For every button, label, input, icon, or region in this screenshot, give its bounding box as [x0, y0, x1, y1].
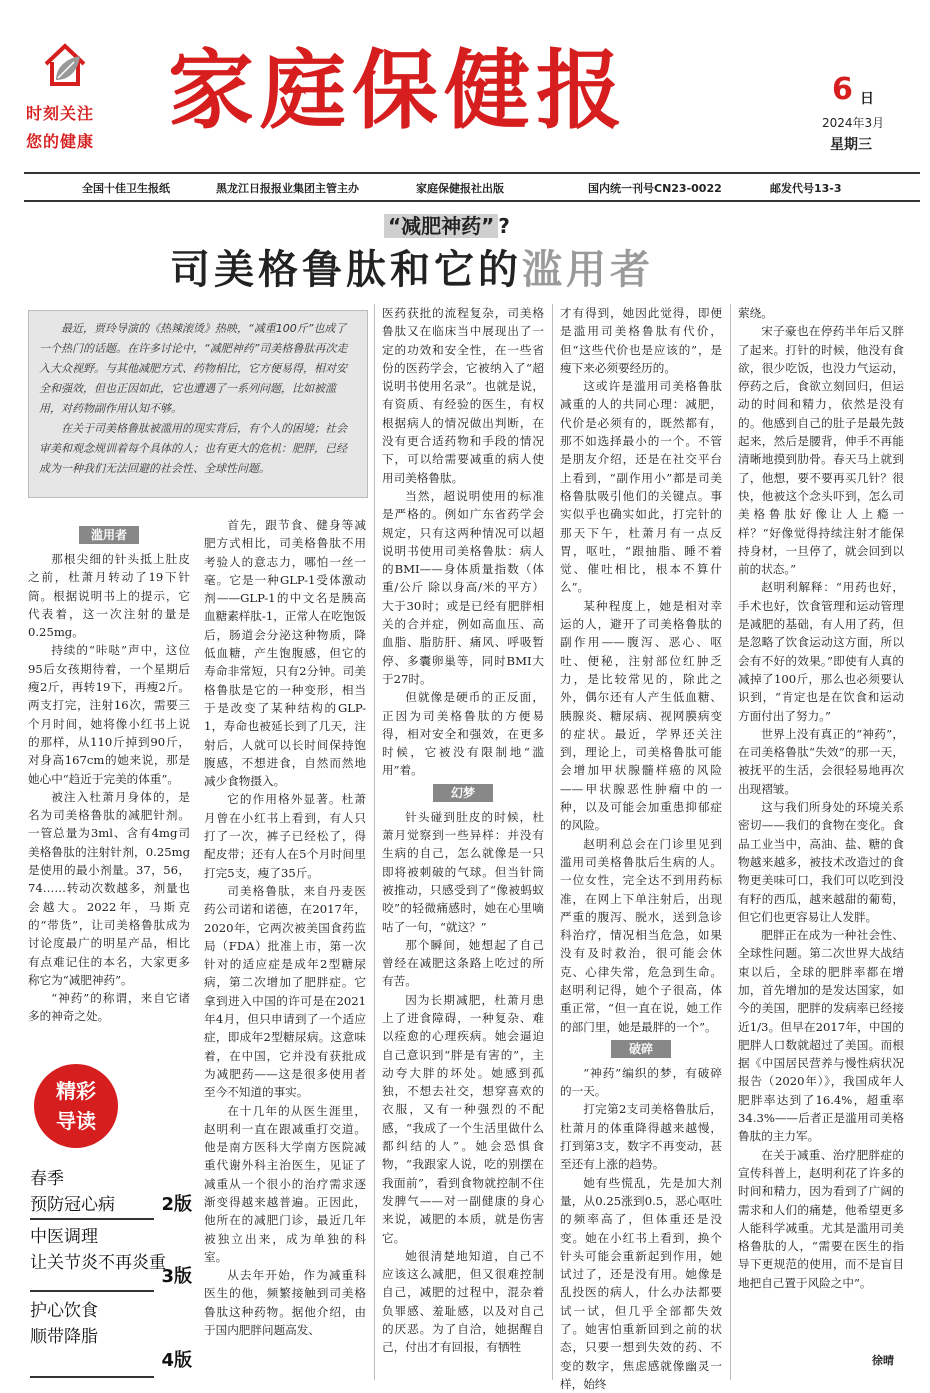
slogan-line-2: 您的健康	[26, 132, 95, 151]
paragraph: 赵明利解释：“用药也好，手术也好，饮食管理和运动管理是减肥的基础，有人用了药，但是忽略了饮食运动这方面，所以会有不好的效果。”即使有人真的减掉了100斤，那么也必须要认识到，“肯定也是在饮食和运动方面付出了努力。”	[738, 580, 904, 723]
section-subhead: 破碎	[611, 1040, 671, 1058]
kicker-text: “减肥神药”	[384, 214, 498, 238]
issue-weekday: 星期三	[830, 137, 872, 153]
preview-item-title: 让关节炎不再炎重	[30, 1253, 166, 1273]
article-column-4	[560, 304, 722, 1391]
paragraph: 那根尖细的针头抵上肚皮之前，杜萧月转动了19下针筒。根据说明书上的提示，它代表着，这一次注射的量是0.25mg。	[28, 552, 190, 640]
preview-item[interactable]	[30, 1166, 192, 1226]
preview-item-title: 中医调理	[30, 1227, 98, 1247]
article-column-1	[28, 522, 190, 1052]
column-rule	[730, 304, 731, 1380]
divider	[30, 1290, 154, 1292]
issue-year-month: 2024年3月	[822, 116, 885, 130]
issue-day-suffix: 日	[860, 91, 874, 107]
paragraph: 当然，超说明使用的标准是严格的。例如广东省药学会规定，只有这两种情况可以超说明书使用司美格鲁肽：病人的BMI——身体质量指数（体重/公斤 除以身高/米的平方）大于30时；或是已经有肥胖相关的合并症，例如高血压、高血脂、脂肪肝、痛风、呼吸暂停、多囊卵巢等，同时BMI大于27时。	[382, 488, 544, 686]
paragraph: 首先，跟节食、健身等减肥方式相比，司美格鲁肽不用考验人的意志力，哪怕一丝一毫。它是一种GLP-1受体激动剂——GLP-1的中文名是胰高血糖素样肽-1，正常人在吃饱饭后，肠道会分泌这种物质，降低血糖，产生饱腹感，但它的寿命非常短，只有2分钟。司美格鲁肽是它的一种变形，相当于是改变了某种结构的GLP-1，寿命也被延长到了几天，注射后，人就可以长时间保持饱腹感，不想进食，自然而然地减少食物摄入。	[204, 518, 367, 789]
slogan	[26, 100, 126, 156]
info-item: 国内统一刊号CN23-0022	[588, 182, 722, 195]
paragraph: 但就像是硬币的正反面，正因为司美格鲁肽的方便易得，相对安全和强效，在更多时候，它被没有限制地“滥用”着。	[382, 690, 544, 778]
preview-item-title: 护心饮食	[30, 1301, 98, 1321]
divider	[30, 1218, 154, 1220]
article-column-2	[204, 516, 366, 1378]
paragraph: 她很清楚地知道，自己不应该这么减肥，但又很难控制自己，减肥的过程中，混杂着负罪感、羞耻感，以及对自己的厌恶。为了自洽，她据醒自己，付出才有回报，有牺牲	[382, 1248, 544, 1355]
preview-item-title: 春季	[30, 1169, 64, 1189]
paragraph: 司美格鲁肽，来自丹麦医药公司诺和诺德，在2017年，2020年，它两次被美国食药监局（FDA）批准上市，第一次针对的适应症是成年2型糖尿病，第二次增加了肥胖症。它拿到进入中国的许可是在2021年4月，但只申请到了一个适应症，即成年2型糖尿病。这意味着，在中国，它并没有获批成为减肥药——这是很多使用者至今不知道的事实。	[204, 883, 366, 1100]
paragraph: 在关于减重、治疗肥胖症的宣传科普上，赵明利花了许多的时间和精力，因为看到了广阔的需求和人们的痛楚，他希望更多人能科学减重。尤其是滥用司美格鲁肽的人，“需要在医生的指导下更规范的使用，而不是盲目地把自己置于风险之中”。	[738, 1147, 904, 1290]
paragraph: 才有得到，她因此觉得，即便是滥用司美格鲁肽有代价，但“这些代价也是应该的”，是瘦下来必须要经历的。	[560, 306, 722, 375]
paragraph: 打完第2支司美格鲁肽后，杜萧月的体重降得越来越慢，打到第3支，数字不再变动，甚至还有上涨的趋势。	[560, 1102, 722, 1172]
paragraph: 肥胖正在成为一种社会性、全球性问题。第二次世界大战结束以后，全球的肥胖率都在增加，首先增加的是发达国家，如今的美国，肥胖的发病率已经接近1/3。但早在2017年，中国的肥胖人口数就超过了美国。而根据《中国居民营养与慢性病状况报告（2020年）》，我国成年人肥胖率达到了16.4%，超重率34.3%——后者正是滥用司美格鲁肽的主力军。	[738, 928, 904, 1144]
paragraph: 世界上没有真正的“神药”，在司美格鲁肽“失效”的那一天，被抚平的生活，会很轻易地再次出现褶皱。	[738, 726, 904, 796]
paragraph: 被注入杜萧月身体的，是名为司美格鲁肽的减肥针剂。一管总量为3ml、含有4mg司美格鲁肽的注射针剂，0.25mg是使用的最小剂量。37，56，74……转动次数越多，剂量也会越大。2022年，马斯克的“带货”，让司美格鲁肽成为讨论度最广的明星产品，相比有点难记住的本名，大家更多称它为“减肥神药”。	[28, 789, 190, 987]
paragraph: 宋子豪也在停药半年后又胖了起来。打针的时候，他没有食欲，很少吃饭，也没力气运动，停药之后，食欲立刻回归，但运动的时间和精力，依然是没有的。他感到自己的肚子是最先鼓起来，然后是腰背，伸手不再能清晰地摸到肋骨。春天马上就到了，他想，要不要再买几针？很快，他被这个念头吓到，怎么司美格鲁肽好像让人上瘾一样？“好像觉得持续注射才能保持身材，一旦停了，就会回到以前的状态。”	[738, 324, 904, 577]
slogan-line-1: 时刻关注	[26, 104, 95, 123]
author-byline: 徐晴	[872, 1354, 894, 1367]
headline-highlight: 滥用者	[522, 247, 654, 293]
info-item: 家庭保健报社出版	[416, 182, 504, 195]
badge-line: 精彩	[56, 1079, 96, 1103]
house-leaf-logo-icon	[42, 42, 88, 88]
preview-item[interactable]	[30, 1224, 192, 1287]
paragraph: 她有些慌乱，先是加大剂量，从0.25涨到0.5，恶心呕吐的频率高了，但体重还是没变。她在小红书上看到，换个针头可能会重新起到作用，她试过了，还是没有用。她像是乱投医的病人，什么办法都要试一试，但几乎全部都失效了。她害怕重新回到之前的状态，只要一想到失效的药、不变的数字，焦虑感就像幽灵一样，始终	[560, 1175, 722, 1391]
publication-info-bar	[24, 172, 920, 202]
paragraph: 因为长期减肥，杜萧月患上了进食障碍，一种复杂、难以痊愈的心理疾病。她会逼迫自己意识到“胖是有害的”，主动夸大胖的坏处。她感到孤独，不想去社交，想穿喜欢的衣服，又有一种强烈的不配感，“我成了一个生活里做什么都纠结的人”。她会恐惧食物，“我跟家人说，吃的别摆在我面前”，看到食物就控制不住发脾气——对一副健康的身心来说，减肥的本质，就是伤害它。	[382, 992, 544, 1245]
column-rule	[374, 304, 375, 1380]
paragraph: 医药获批的流程复杂，司美格鲁肽又在临床当中展现出了一定的功效和安全性，在一些省份的医药学会，它被纳入了“超说明书使用名录”。也就是说，有资质、有经验的医生，有权根据病人的情况做出判断，在没有更合适药物和手段的情况下，可以给需要减重的病人使用司美格鲁肽。	[382, 306, 544, 485]
preview-item-page: 2版	[161, 1194, 192, 1215]
article-column-5	[738, 304, 904, 1350]
lead-paragraph: 最近，贾玲导演的《热辣滚烫》热映，“减重100斤”也成了一个热门的话题。在许多讨论中，“减肥神药”司美格鲁肽再次走入大众视野。与其他减肥方式、药物相比，它方便易得，相对安全和强效，但也正因如此，它也遭遇了一系列问题，比如被滥用，对药物副作用认知不够。	[39, 322, 348, 415]
section-subhead: 幻梦	[433, 784, 493, 802]
paragraph: 持续的“咔哒”声中，这位95后女孩期待着，一个星期后瘦2斤，再转19下，再瘦2斤。两支打完，注射16次，需要三个月时间，她将像小红书上说的那样，从110斤掉到90斤，对身高167cm的她来说，那是她心中“趋近于完美的体重”。	[28, 643, 190, 786]
preview-item[interactable]	[30, 1298, 192, 1378]
info-item: 邮发代号13-3	[770, 182, 842, 195]
paragraph: 从去年开始，作为减重科医生的他，频繁接触到司美格鲁肽这种药物。据他介绍，由于国内肥胖问题高发、	[204, 1268, 366, 1338]
newspaper-title: 家庭保健报	[168, 40, 628, 141]
column-rule	[552, 304, 553, 1380]
paragraph: 那个瞬间，她想起了自己曾经在减肥这条路上吃过的所有苦。	[382, 937, 544, 989]
paragraph: 这与我们所身处的环境关系密切——我们的食物在变化。食品工业当中，高油、盐、糖的食物越来越多，被技术改造过的食物更美味可口，我们可以吃到没有籽的西瓜，越来越甜的葡萄，但它们也更容易让人发胖。	[738, 800, 904, 924]
lead-paragraph: 在关于司美格鲁肽被滥用的现实背后，有个人的困境；社会审美和观念规训着每个具体的人；也有更大的危机：肥胖，已经成为一种我们无法回避的社会性、全球性问题。	[39, 422, 347, 475]
paragraph: 某种程度上，她是相对幸运的人，避开了司美格鲁肽的副作用——腹泻、恶心、呕吐、便秘，注射部位红肿乏力，是比较常见的，除此之外，偶尔还有人产生低血糖、胰腺炎、糖尿病、视网膜病变的症状。最近，学界还关注到，理论上，司美格鲁肽可能会增加甲状腺髓样癌的风险——甲状腺恶性肿瘤中的一种，以及可能会加重患抑郁症的风险。	[560, 598, 722, 833]
preview-item-page: 3版	[161, 1266, 192, 1287]
article-column-3	[382, 304, 544, 1378]
paragraph: 萦绕。	[738, 306, 773, 320]
paragraph: “神药”的称谓，来自它诸多的神奇之处。	[28, 991, 190, 1024]
preview-item-title: 顺带降脂	[30, 1327, 98, 1347]
paragraph: 这或许是滥用司美格鲁肽减重的人的共同心理：减肥，代价是必须有的，既然都有，那不如选择最小的一个。不管是朋友介绍，还是在社交平台上看到，“副作用小”都是司美格鲁肽吸引他们的关键点。事实似乎也确实如此，打完针的那天下午，杜萧月有一点反胃，呕吐，“跟抽脂、睡不着觉、催吐相比，根本不算什么”。	[560, 379, 722, 595]
article-headline	[170, 244, 790, 296]
paragraph: 赵明利总会在门诊里见到滥用司美格鲁肽后生病的人。一位女性，完全达不到用药标准，在网上下单注射后，出现严重的腹泻、脱水，送到急诊科治疗，情况相当危急，如果没有及时救治，很可能会休克、心律失常，危急到生命。赵明利记得，她个子很高，体重正常，“但一直在说，她工作的部门里，她是最胖的一个”。	[560, 836, 722, 1034]
section-subhead: 滥用者	[79, 526, 139, 544]
info-item: 全国十佳卫生报纸	[82, 182, 170, 195]
article-lead	[28, 310, 368, 498]
preview-badge	[34, 1064, 118, 1148]
paragraph: 它的作用格外显著。杜萧月曾在小红书上看到，有人只打了一次，裤子已经松了，得配皮带；还有人在5个月时间里打完5支，瘦了35斤。	[204, 792, 366, 880]
paragraph: “神药”编织的梦，有破碎的一天。	[560, 1065, 722, 1099]
preview-item-page: 4版	[161, 1350, 192, 1371]
badge-line: 导读	[56, 1109, 96, 1133]
headline-main: 司美格鲁肽和它的	[170, 247, 522, 293]
preview-item-title: 预防冠心病	[30, 1195, 115, 1215]
paragraph: 在十几年的从医生涯里，赵明利一直在跟减重打交道。他是南方医科大学南方医院减重代谢外科主治医生，见证了减重从一个很小的治疗需求逐渐变得越来越普遍。正因此，他所在的减肥门诊，最近几年被独立出来，成为单独的科室。	[204, 1103, 366, 1264]
info-item: 黑龙江日报报业集团主管主办	[216, 182, 359, 195]
issue-day: 6	[832, 72, 853, 107]
kicker-question-mark: ?	[498, 214, 510, 238]
divider	[30, 1376, 154, 1378]
article-kicker	[384, 210, 510, 239]
paragraph: 针头碰到肚皮的时候，杜萧月觉察到一些异样：并没有生病的自己，怎么就像是一只即将被刺破的气球。但当针筒被推动，只感受到了“像被蚂蚁咬”的轻微痛感时，她在心里嘀咕了一句，“就这？”	[382, 809, 544, 934]
